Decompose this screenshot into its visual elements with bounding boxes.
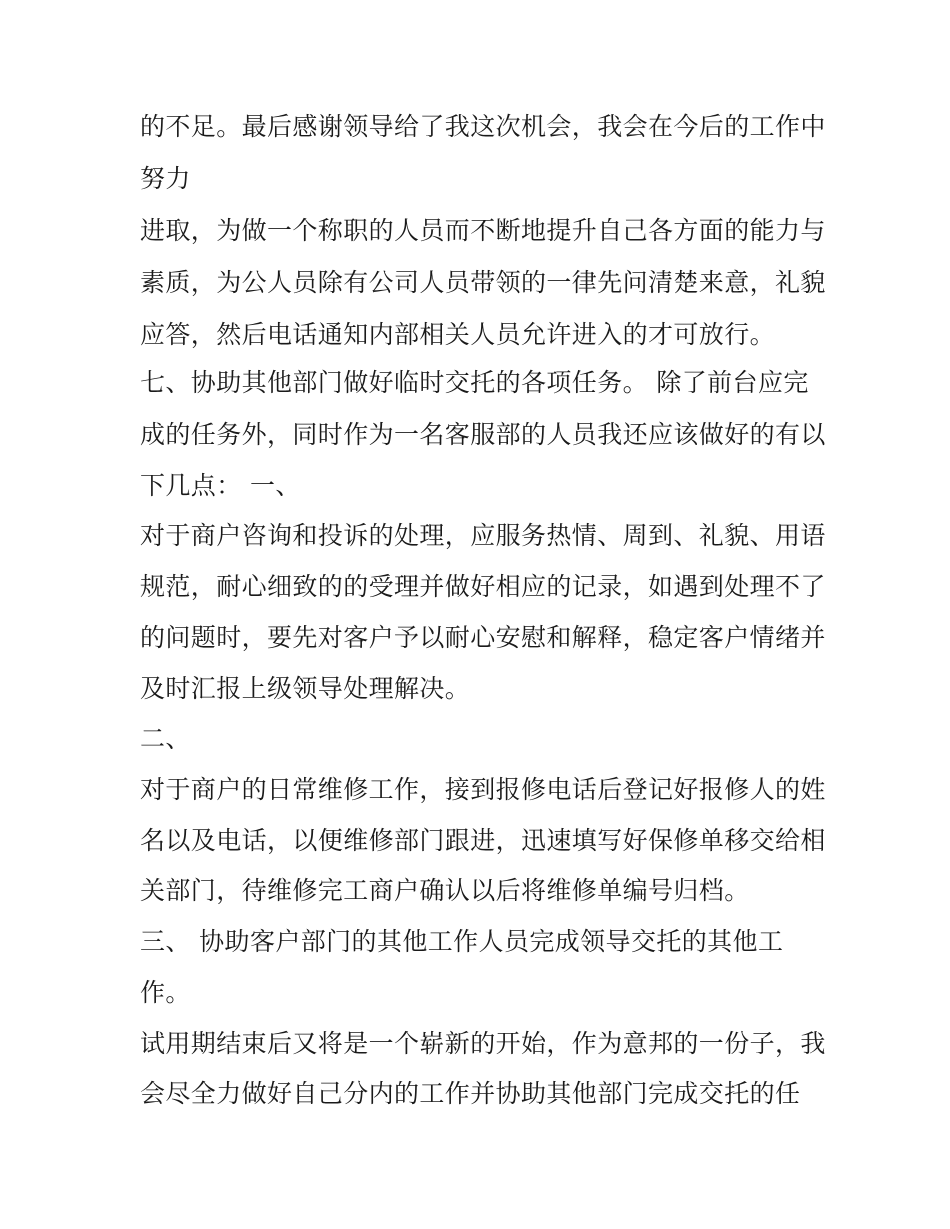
text-line: 会尽全力做好自己分内的工作并协助其他部门完成交托的任 [140, 1079, 801, 1108]
text-line: 作。 [140, 978, 191, 1007]
text-line: 名以及电话，以便维修部门跟进，迅速填写好保修单移交给相 [140, 826, 826, 855]
text-line: 试用期结束后又将是一个崭新的开始，作为意邦的一份子，我 [140, 1029, 826, 1058]
text-line: 成的任务外，同时作为一名客服部的人员我还应该做好的有以 [140, 420, 826, 449]
text-line: 关部门，待维修完工商户确认以后将维修单编号归档。 [140, 876, 750, 905]
text-line: 七、协助其他部门做好临时交托的各项任务。 除了前台应完 [140, 368, 809, 397]
text-line: 对于商户的日常维修工作，接到报修电话后登记好报修人的姓 [140, 775, 826, 804]
text-line: 进取，为做一个称职的人员而不断地提升自己各方面的能力与 [140, 216, 826, 245]
text-line: 的不足。最后感谢领导给了我这次机会，我会在今后的工作中 [140, 112, 826, 141]
text-line: 三、 协助客户部门的其他工作人员完成领导交托的其他工 [140, 927, 784, 956]
text-line: 二、 [140, 724, 191, 753]
text-line: 下几点： 一、 [140, 471, 301, 500]
text-line: 对于商户咨询和投诉的处理，应服务热情、周到、礼貌、用语 [140, 521, 826, 550]
text-line: 素质，为公人员除有公司人员带领的一律先问清楚来意，礼貌 [140, 268, 826, 297]
text-line: 的问题时，要先对客户予以耐心安慰和解释，稳定客户情绪并 [140, 623, 826, 652]
text-line: 及时汇报上级领导处理解决。 [140, 674, 471, 703]
text-line: 应答，然后电话通知内部相关人员允许进入的才可放行。 [140, 320, 776, 349]
text-line: 努力 [140, 164, 191, 193]
text-line: 规范，耐心细致的的受理并做好相应的记录，如遇到处理不了 [140, 572, 826, 601]
